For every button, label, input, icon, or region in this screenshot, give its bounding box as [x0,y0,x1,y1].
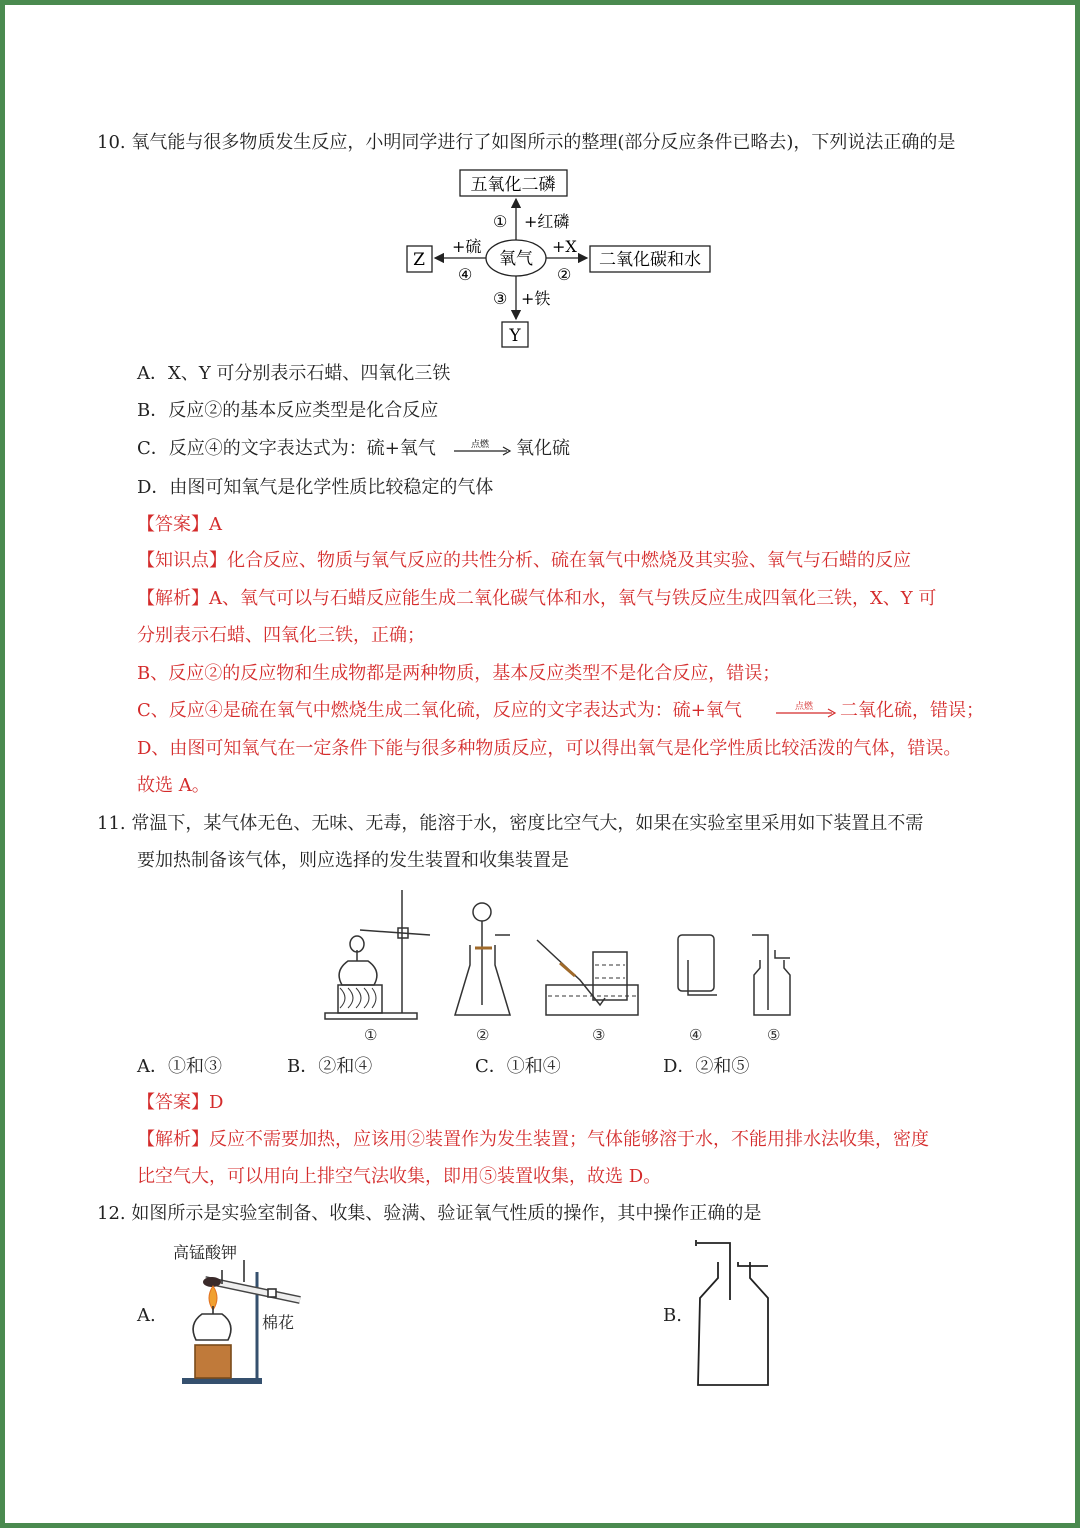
q10-knowledge: 【知识点】化合反应、物质与氧气反应的共性分析、硫在氧气中燃烧及其实验、氧气与石蜡的反应 [137,550,911,571]
q10-analysis-line6: 故选 A。 [137,775,210,796]
q10-analysis-line1: 【解析】A、氧气可以与石蜡反应能生成二氧化碳气体和水，氧气与铁反应生成四氧化三铁，X、Y 可 [137,588,937,609]
label-cotton: 棉花 [262,1313,295,1332]
diagram-n4: ④ [458,265,473,284]
q10-answer: 【答案】A [137,514,222,535]
diagram-n3: ③ [493,289,508,308]
q10-option-c-suffix: 氧化硫 [516,438,570,459]
label-kmno4: 高锰酸钾 [173,1243,238,1262]
q11-stem-line1: 11. 常温下，某气体无色、无味、无毒，能溶于水，密度比空气大，如果在实验室里采用如下装置且不需 [97,813,924,834]
diagram-right-box: 二氧化碳和水 [599,250,701,270]
q10-option-b: B．反应②的基本反应类型是化合反应 [137,400,439,421]
apparatus-label-4: ④ [689,1026,703,1044]
q10-analysis-line5: D、由图可知氧气在一定条件下能与很多种物质反应，可以得出氧气是化学性质比较活泼的气体，错误。 [137,738,962,759]
diagram-center: 氧气 [499,249,533,269]
diagram-n1: ① [493,212,508,231]
q11-option-b: B．②和④ [287,1056,373,1077]
q10-option-d: D．由图可知氧气是化学性质比较稳定的气体 [137,477,494,498]
diagram-lbl-bottom: +铁 [521,289,551,308]
diagram-n2: ② [557,265,572,284]
q11-answer: 【答案】D [137,1092,224,1113]
q12-stem: 12. 如图所示是实验室制备、收集、验满、验证氧气性质的操作，其中操作正确的是 [97,1203,762,1224]
q11-stem-line2: 要加热制备该气体，则应选择的发生装置和收集装置是 [137,850,569,871]
apparatus-label-5: ⑤ [767,1026,781,1044]
q10-analysis-line2: 分别表示石蜡、四氧化三铁，正确； [137,625,425,646]
q11-analysis-line2: 比空气大，可以用向上排空气法收集，即用⑤装置收集，故选 D。 [137,1166,662,1187]
q10-option-c-prefix: C．反应④的文字表达式为：硫+氧气 [137,438,436,459]
diagram-lbl-right: +X [552,237,577,256]
apparatus-label-3: ③ [592,1026,606,1044]
diagram-top-box: 五氧化二磷 [470,175,556,195]
q12-option-a-label: A. [137,1305,156,1326]
diagram-left-box: Z [413,250,425,270]
q11-analysis-line1: 【解析】反应不需要加热，应该用②装置作为发生装置；气体能够溶于水，不能用排水法收集，密度 [137,1129,929,1150]
analysis-condition-label: 点燃 [794,702,814,712]
q12-option-b-label: B. [663,1305,682,1326]
q11-option-d: D．②和⑤ [663,1056,750,1077]
q11-option-c: C．①和④ [475,1056,561,1077]
q10-stem: 10. 氧气能与很多物质发生反应，小明同学进行了如图所示的整理(部分反应条件已略去)，下列说法正确的是 [97,132,956,153]
apparatus-label-1: ① [364,1026,378,1044]
apparatus-label-2: ② [476,1026,490,1044]
q10-analysis-line4-prefix: C、反应④是硫在氧气中燃烧生成二氧化硫，反应的文字表达式为：硫+氧气 [137,700,742,721]
q10-analysis-line4-suffix: 二氧化硫，错误； [840,700,984,721]
diagram-bottom-box: Y [509,326,521,346]
q10-analysis-line3: B、反应②的反应物和生成物都是两种物质，基本反应类型不是化合反应，错误； [137,663,781,684]
diagram-lbl-top: +红磷 [524,212,570,231]
q10-option-a: A．X、Y 可分别表示石蜡、四氧化三铁 [137,363,451,384]
condition-ignite-label: 点燃 [470,440,490,450]
q11-option-a: A．①和③ [137,1056,222,1077]
diagram-lbl-left: +硫 [452,237,482,256]
